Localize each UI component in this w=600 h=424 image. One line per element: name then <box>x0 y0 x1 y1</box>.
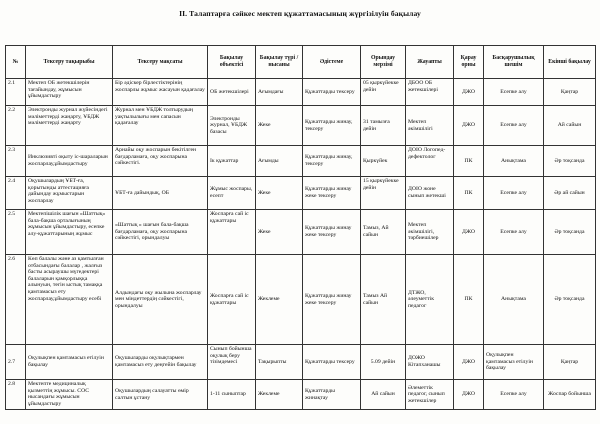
cell-second: Әр тоқсанда <box>544 255 596 345</box>
cell-num: 2.5 <box>6 210 26 255</box>
cell-responsible: ДБОО ОБ жетекшілері <box>406 79 454 106</box>
cell-decision: Анықтама <box>484 146 544 177</box>
cell-num: 2.1 <box>6 79 26 106</box>
cell-topic: Мектепте медициналық қызметтің жұмысы. СОС нысандағы жұмысын ұйымдастыру <box>26 380 113 410</box>
cell-object: Жұмыс жоспары, есепт <box>208 177 256 210</box>
cell-type: Ағымды <box>256 146 303 177</box>
cell-object: 1-11 сыныптар <box>208 380 256 410</box>
cell-num: 2.6 <box>6 255 26 345</box>
cell-decision: Есепке алу <box>484 177 544 210</box>
cell-type: Жеклеме <box>256 255 303 345</box>
cell-object: Ік құжаттар <box>208 146 256 177</box>
cell-method: Құжаттарды тексеру <box>303 79 361 106</box>
header-decision: Басқарушылық шешім <box>484 46 544 79</box>
cell-responsible: Мектеп әкімшілігі, тәрбиешілер <box>406 210 454 255</box>
cell-goal: Журнал мен ҰБДЖ толтырудың уақтылылығы мен сапасын қадағалау <box>113 106 208 146</box>
cell-method: Құжаттарды жинау жеке тексеру <box>303 255 361 345</box>
header-date: Орындау мерзімі <box>361 46 406 79</box>
cell-method: Құжаттарды жинау жеке тексеру <box>303 210 361 255</box>
cell-goal: Бір әдіскер бірлестіктерінің жоспарлы жұмыс жасауын қадағалау <box>113 79 208 106</box>
table-row <box>6 345 596 380</box>
cell-goal: Арнайы оқу жоспарын бекітілген бағдарламаға, оқу жоспарына сәйкестігі. <box>113 146 208 177</box>
cell-place: ПК <box>454 146 484 177</box>
header-object: Бақылау объектісі <box>208 46 256 79</box>
cell-num: 2.8 <box>6 380 26 410</box>
cell-date: 31 тамызға дейін <box>361 106 406 146</box>
cell-second: Қаңтар <box>544 345 596 380</box>
cell-decision: Есепке алу <box>484 380 544 410</box>
cell-date: Тамыз, Ай сайын <box>361 210 406 255</box>
table-row <box>6 79 596 106</box>
cell-topic: Оқулықпен қамтамасыз етілуін бақылау <box>26 345 113 380</box>
cell-type: Жеке <box>256 177 303 210</box>
table-row <box>6 255 596 345</box>
document-title: II. Талаптарға сәйкес мектеп құжаттамасының жүргізілуін бақылау <box>179 9 421 18</box>
header-second: Екінші бақылау <box>544 46 596 79</box>
header-topic: Тексеру тақырыбы <box>26 46 113 79</box>
cell-decision: Есепке алу <box>484 210 544 255</box>
cell-decision: Оқулықпен қамтамасыз етілуін бақылау <box>484 345 544 380</box>
header-num: № <box>6 46 26 79</box>
cell-num: 2.4 <box>6 177 26 210</box>
cell-date: Қыркүйек <box>361 146 406 177</box>
table-row <box>6 106 596 146</box>
cell-topic: Электронды журнал жүйесіндегі мәліметтерді жаңарту, ҰБДЖ мәліметтерді жаңарту <box>26 106 113 146</box>
cell-place: ДЖО <box>454 380 484 410</box>
cell-type: Тақырыпты <box>256 345 303 380</box>
cell-object: Жоспарға сай іс құжаттары <box>208 210 256 255</box>
cell-second: Әр тоқсанда <box>544 146 596 177</box>
cell-date: 05 қыркүйекке дейін <box>361 79 406 106</box>
cell-decision: Есепке алу <box>484 106 544 146</box>
table-row <box>6 210 596 255</box>
cell-num: 2.2 <box>6 106 26 146</box>
cell-responsible: ДОІО Логопед-дефектолог <box>406 146 454 177</box>
cell-place: ПК <box>454 255 484 345</box>
cell-date: Тамыз Ай сайын <box>361 255 406 345</box>
table-header-row <box>6 46 596 79</box>
cell-goal: Оқушыларды оқулықтармен қамтамасыз ету деңгейін бақылау <box>113 345 208 380</box>
header-type: Бақылау түрі / нысаны <box>256 46 303 79</box>
cell-method: Құжаттарды жинау, тексеру <box>303 106 361 146</box>
cell-type: Жеке <box>256 210 303 255</box>
cell-place: ДЖО <box>454 106 484 146</box>
cell-type: Жеке <box>256 106 303 146</box>
cell-method: Құжаттарды тексеру <box>303 345 361 380</box>
cell-second: Қаңтар <box>544 79 596 106</box>
table-row <box>6 177 596 210</box>
cell-responsible: ДТЖО, әлеуметтік педагог <box>406 255 454 345</box>
cell-goal: Алдындағы оқу жылына жоспарлау мен міндеттердің сәйкестігі, орындалуы <box>113 255 208 345</box>
cell-date: 5.09 дейін <box>361 345 406 380</box>
cell-date: Ай сайын <box>361 380 406 410</box>
table-row <box>6 146 596 177</box>
cell-responsible: ДОІО жоне сынып жетекші <box>406 177 454 210</box>
cell-place: ПК <box>454 177 484 210</box>
header-goal: Тексеру мақсаты <box>113 46 208 79</box>
cell-topic: Көп балалы және аз қамтылған отбасындағы балалар , жалғыз басты асыраушы мүгедектері балаларын қамқорлыққа алынуын, тегін ыстық тамаққа қамтамасыз ету жоспарлау,ұйымдастыру есебі <box>26 255 113 345</box>
cell-num: 2.3 <box>6 146 26 177</box>
cell-second: Әр ай сайын <box>544 177 596 210</box>
cell-num: 2.7 <box>6 345 26 380</box>
table-row <box>6 380 596 410</box>
cell-topic: Оқушылардың ҰБТ-ға, қорытынды аттестацияға дайындау жұмыстарын жоспарлау <box>26 177 113 210</box>
header-method: Әдістеме <box>303 46 361 79</box>
cell-decision: Анықтама <box>484 255 544 345</box>
cell-method: Құжаттарды жинақтау <box>303 380 361 410</box>
cell-object: Электронды журнал, ҰБДЖ базасы <box>208 106 256 146</box>
cell-topic: Инклюзивті оқыту іс-шараларын жоспарлау,ұйымдастыру <box>26 146 113 177</box>
cell-topic: Мектепішілік шағын «Шаттық» бала-бақша орталығының жұмысын ұйымдастыру, есепке алу-құжаттарының жұмыс <box>26 210 113 255</box>
cell-responsible: Мектеп әкімшілігі <box>406 106 454 146</box>
control-plan-table <box>5 45 596 410</box>
cell-object: Сынып бойынша оқулық беру тізімдемесі <box>208 345 256 380</box>
cell-place: ДЖО <box>454 210 484 255</box>
cell-type: Жеклеме <box>256 380 303 410</box>
cell-second: Жоспар бойынша <box>544 380 596 410</box>
cell-responsible: Әлеметтік педагог, сынып жетекшілер <box>406 380 454 410</box>
cell-place: ДЖО <box>454 79 484 106</box>
cell-type: Ағымдағы <box>256 79 303 106</box>
header-place: Қарау орны <box>454 46 484 79</box>
cell-object: ОБ жетекшілері <box>208 79 256 106</box>
cell-topic: Мектеп ОБ жетекшілерін тағайындау, жұмысын ұйымдастыру <box>26 79 113 106</box>
cell-second: Ай сайын <box>544 106 596 146</box>
cell-goal: ҰБТ-ға дайындық, ОБ <box>113 177 208 210</box>
cell-method: Құжаттарды жинау жеке тексеру <box>303 177 361 210</box>
cell-object: Жоспарға сай іс құжаттары <box>208 255 256 345</box>
cell-date: 15 қыркүйекке дейін <box>361 177 406 210</box>
cell-goal: Оқушылардың салауатты өмір салтын ұстану <box>113 380 208 410</box>
cell-place: ДЖО <box>454 345 484 380</box>
cell-decision: Есепке алу <box>484 79 544 106</box>
cell-goal: «Шаттық » шағын бала-бақша бағдарламаға, оқу жоспарына сәйкестігі, орындалуы <box>113 210 208 255</box>
cell-responsible: ДОЖО Кітапханашы <box>406 345 454 380</box>
cell-second: Әр тоқсанда <box>544 210 596 255</box>
cell-method: Құжаттарды жинау, тексеру <box>303 146 361 177</box>
header-responsible: Жауапты <box>406 46 454 79</box>
